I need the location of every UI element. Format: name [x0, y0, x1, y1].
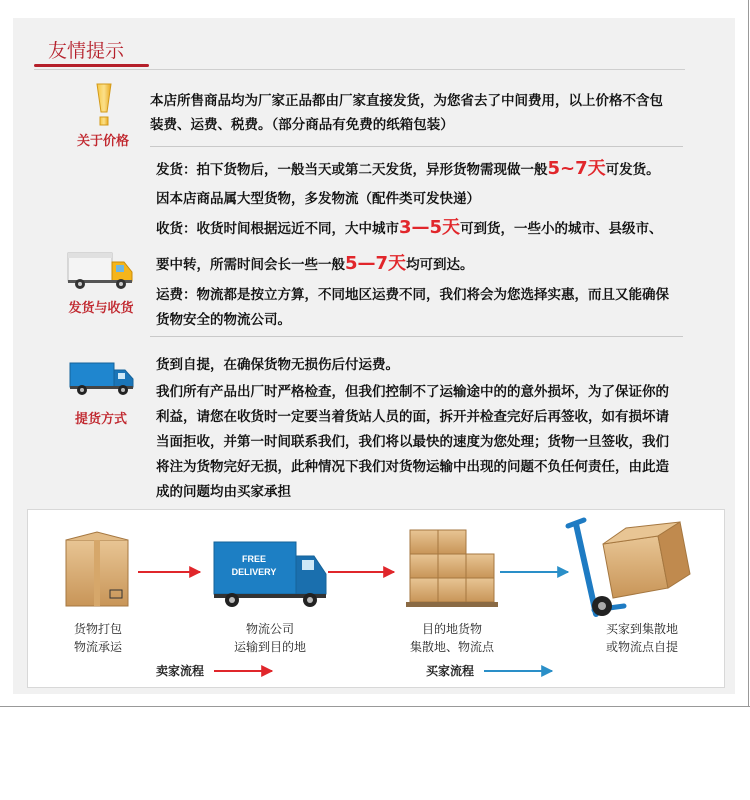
shipping-text-line-4 [156, 249, 474, 280]
section-divider-2 [150, 336, 683, 337]
seller-flow-caption: 卖家流程 [156, 664, 205, 678]
shipping-line-1-text: 发货：拍下货物后，一般当天或第二天发货，异形货物需现做一般 [156, 162, 548, 178]
pickup-text-line-6: 成的问题均由买家承担 [156, 484, 291, 500]
flow-step-4-label [582, 620, 702, 656]
transfer-days-highlight: 5—7天 [345, 253, 407, 274]
pickup-label: 提货方式 [74, 412, 127, 427]
section-divider-1 [150, 146, 683, 147]
warning-icon [94, 82, 114, 128]
shipping-label: 发货与收货 [68, 301, 134, 316]
truck-text-delivery: DELIVERY [231, 567, 277, 577]
delivery-days-highlight: 3—5天 [399, 217, 461, 238]
shipping-line-4-end: 均可到达。 [406, 257, 474, 273]
flow-graphics [28, 510, 724, 687]
pickup-text-line-2: 我们所有产品出厂时严格检查，但我们控制不了运输途中的的意外损坏，为了保证你的 [156, 384, 669, 400]
shipping-text-line-3 [156, 213, 663, 244]
shipping-text-line-2: 因本店商品属大型货物，多发物流（配件类可发快递） [156, 191, 480, 207]
flow-step-1-label [38, 620, 158, 656]
price-label: 关于价格 [76, 134, 129, 149]
price-text-line-1: 本店所售商品均为厂家正品都由厂家直接发货，为您省去了中间费用，以上价格不含包 [150, 93, 663, 109]
box-icon [66, 532, 128, 606]
blue-truck-icon [68, 360, 136, 396]
title-divider [34, 69, 685, 70]
pickup-text-line-1: 货到自提，在确保货物无损伤后付运费。 [156, 357, 399, 373]
step-3-line-1: 目的地货物 [421, 622, 482, 636]
flow-step-3-label [392, 620, 512, 656]
page-title: 友情提示 [48, 40, 125, 62]
shipping-days-highlight: 5~7天 [547, 158, 606, 179]
shipping-line-1-end: 可发货。 [605, 162, 660, 178]
buyer-flow-caption: 买家流程 [426, 664, 475, 678]
shipping-text-line-1 [156, 154, 660, 185]
shipping-line-3-end: 可到货，一些小的城市、县级市、 [460, 221, 663, 237]
delivery-truck-icon [214, 542, 326, 607]
stacked-boxes-icon [406, 530, 498, 607]
frame-right-border [748, 0, 749, 707]
delivery-flow-panel [27, 509, 725, 688]
step-2-line-2: 运输到目的地 [233, 640, 306, 654]
shipping-text-line-5: 运费：物流都是按立方算，不同地区运费不同，我们将会为您选择实惠，而且又能确保 [156, 287, 669, 303]
hand-truck-icon [568, 520, 690, 616]
pickup-text-line-5: 将注为货物完好无损，此种情况下我们对货物运输中出现的问题不负任何责任，由此造 [156, 459, 669, 475]
price-text-line-2: 装费、运费、税费。（部分商品有免费的纸箱包装） [150, 117, 454, 133]
frame-bottom-border [0, 706, 750, 707]
truck-icon [66, 250, 136, 290]
shipping-line-3-text: 收货：收货时间根据远近不同，大中城市 [156, 221, 399, 237]
shipping-line-4-text: 要中转，所需时间会长一些一般 [156, 257, 345, 273]
title-underline [34, 64, 149, 67]
shipping-text-line-6: 货物安全的物流公司。 [156, 312, 291, 328]
step-3-line-2: 集散地、物流点 [409, 640, 494, 654]
step-1-line-2: 物流承运 [73, 640, 122, 654]
step-4-line-2: 或物流点自提 [605, 640, 678, 654]
step-4-line-1: 买家到集散地 [605, 622, 678, 636]
step-1-line-1: 货物打包 [73, 622, 122, 636]
truck-text-free: FREE [241, 554, 267, 564]
pickup-text-line-4: 当面拒收，并第一时间联系我们，我们将以最快的速度为您处理；货物一旦签收，我们 [156, 434, 669, 450]
pickup-text-line-3: 利益，请您在收货时一定要当着货站人员的面，拆开并检查完好后再签收，如有损坏请 [156, 409, 669, 425]
step-2-line-1: 物流公司 [245, 622, 294, 636]
flow-step-2-label [210, 620, 330, 656]
